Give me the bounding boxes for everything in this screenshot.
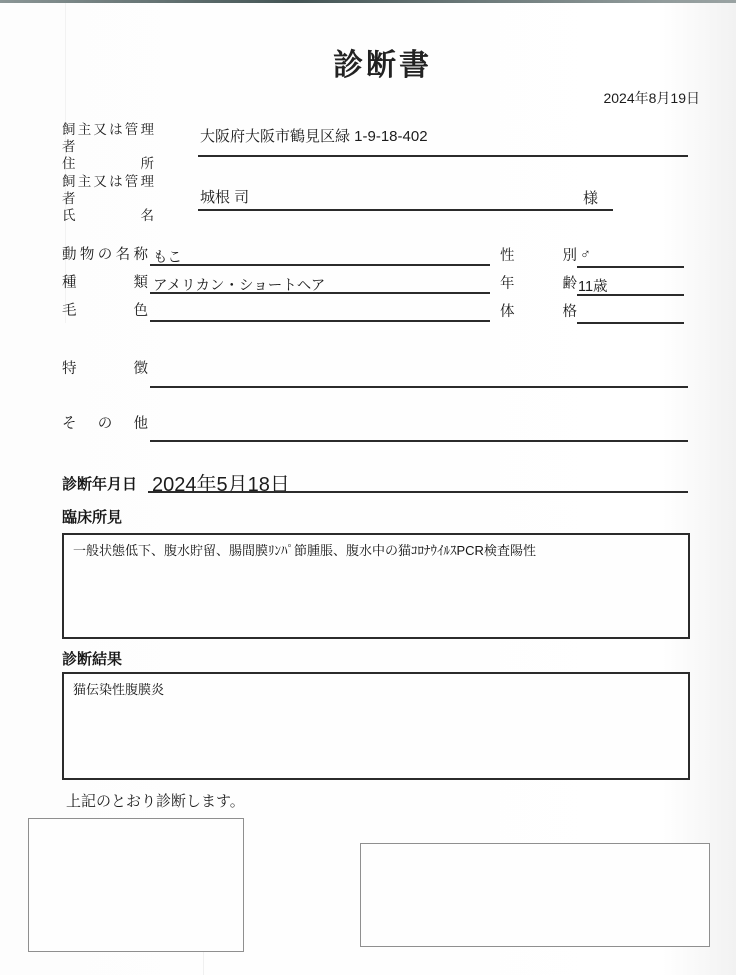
diagnosis-date-label: 診断年月日 [62, 476, 138, 493]
right-stamp-box [360, 843, 710, 947]
owner-name-underline [198, 209, 613, 211]
clinical-findings-text: 一般状態低下、腹水貯留、腸間膜ﾘﾝﾊﾟ節腫脹、腹水中の猫ｺﾛﾅｳｲﾙｽPCR検査陽性 [73, 543, 536, 558]
owner-address-label-line2: 住所 [62, 156, 154, 171]
owner-address-label [62, 121, 154, 172]
features-underline [150, 386, 688, 388]
diagnosis-result-text: 猫伝染性腹膜炎 [73, 682, 165, 697]
animal-name-label: 動物の名称 [62, 247, 148, 263]
features-label: 特徴 [62, 361, 148, 377]
build-underline [577, 322, 684, 324]
owner-name-label-line1: 飼主又は管理者 [62, 174, 154, 206]
document-title: 診断書 [333, 49, 432, 82]
clinical-findings-label: 臨床所見 [62, 509, 123, 526]
owner-name-value: 城根 司 [200, 189, 250, 206]
age-underline [577, 294, 684, 296]
closing-statement: 上記のとおり診断します。 [66, 793, 245, 810]
owner-address-label-line1: 飼主又は管理者 [62, 122, 154, 154]
diagnosis-date-value: 2024年5月18日 [152, 474, 290, 496]
issue-date: 2024年8月19日 [603, 90, 700, 106]
owner-address-underline [198, 155, 688, 157]
owner-name-label [62, 173, 154, 224]
animal-name-value: もこ [153, 250, 182, 266]
species-value: アメリカン・ショートヘア [153, 278, 326, 294]
clinical-findings-box [62, 533, 690, 639]
coat-color-label: 毛色 [62, 303, 148, 319]
diagnosis-result-label: 診断結果 [62, 651, 123, 668]
diagnosis-date-underline [148, 491, 688, 493]
other-underline [150, 440, 688, 442]
left-stamp-box [28, 818, 244, 952]
species-underline [150, 292, 490, 294]
species-label: 種類 [62, 275, 148, 291]
animal-name-underline [150, 264, 490, 266]
sex-underline [577, 266, 684, 268]
diagnosis-result-box [62, 672, 690, 780]
scan-top-edge [0, 0, 736, 3]
scan-fold-line-bottom [203, 948, 204, 975]
coat-color-underline [150, 320, 490, 322]
owner-honorific: 様 [583, 190, 599, 207]
owner-address-value: 大阪府大阪市鶴見区緑 1-9-18-402 [200, 128, 428, 145]
age-label: 年齢 [500, 276, 577, 292]
age-value: 11歳 [578, 279, 608, 295]
other-label: その他 [62, 416, 148, 432]
owner-name-label-line2: 氏名 [62, 208, 154, 223]
sex-value: ♂ [580, 247, 591, 263]
build-label: 体格 [500, 304, 577, 320]
sex-label: 性別 [500, 248, 577, 264]
